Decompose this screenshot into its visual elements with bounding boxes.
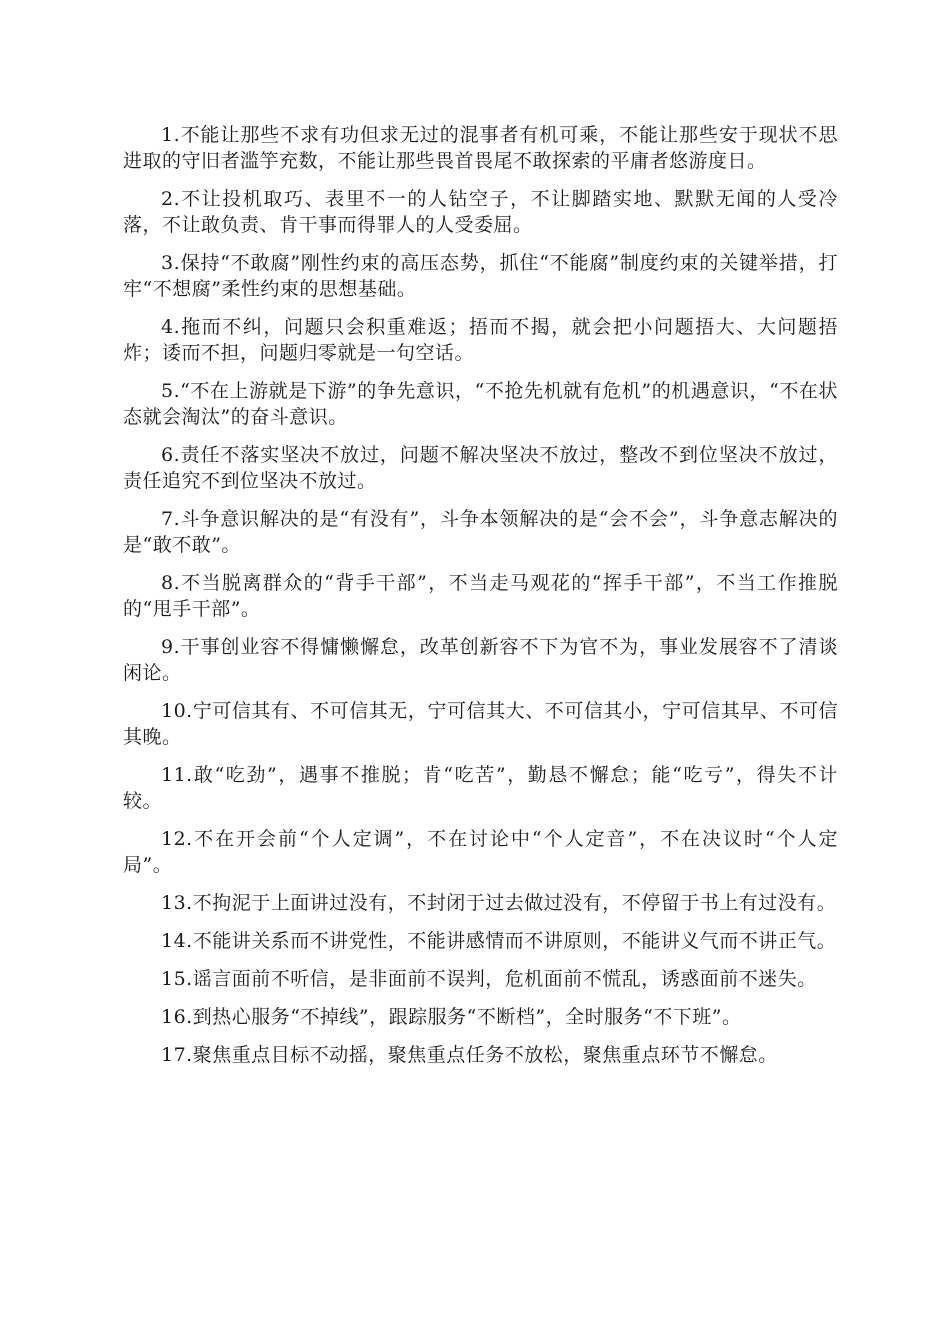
paragraph-5: 5.“不在上游就是下游”的争先意识，“不抢先机就有危机”的机遇意识，“不在状态就会淘汰”的奋斗意识。: [123, 380, 838, 428]
paragraph-6: 6.责任不落实坚决不放过，问题不解决坚决不放过，整改不到位坚决不放过，责任追究不到位坚决不放过。: [123, 444, 838, 492]
paragraph-10: 10.宁可信其有、不可信其无，宁可信其大、不可信其小，宁可信其早、不可信其晚。: [123, 700, 838, 748]
paragraph-2: 2.不让投机取巧、表里不一的人钻空子，不让脚踏实地、默默无闻的人受冷落，不让敢负责、肯干事而得罪人的人受委屈。: [123, 188, 838, 236]
paragraph-16: 16.到热心服务“不掉线”，跟踪服务“不断档”，全时服务“不下班”。: [161, 1006, 742, 1028]
paragraph-13: 13.不拘泥于上面讲过没有，不封闭于过去做过没有，不停留于书上有过没有。: [161, 892, 837, 914]
paragraph-1: 1.不能让那些不求有功但求无过的混事者有机可乘，不能让那些安于现状不思进取的守旧者滥竽充数，不能让那些畏首畏尾不敢探索的平庸者悠游度日。: [123, 124, 838, 172]
paragraph-4: 4.拖而不纠，问题只会积重难返；捂而不揭，就会把小问题捂大、大问题捂炸；诿而不担，问题归零就是一句空话。: [123, 316, 838, 364]
paragraph-3: 3.保持“不敢腐”刚性约束的高压态势，抓住“不能腐”制度约束的关键举措，打牢“不想腐”柔性约束的思想基础。: [123, 252, 838, 300]
paragraph-15: 15.谣言面前不听信，是非面前不误判，危机面前不慌乱，诱惑面前不迷失。: [161, 968, 817, 990]
paragraph-12: 12.不在开会前“个人定调”，不在讨论中“个人定音”，不在决议时“个人定局”。: [123, 828, 838, 876]
paragraph-9: 9.干事创业容不得慵懒懈怠，改革创新容不下为官不为，事业发展容不了清谈闲论。: [123, 636, 838, 684]
paragraph-11: 11.敢“吃劲”，遇事不推脱；肯“吃苦”，勤恳不懈怠；能“吃亏”，得失不计较。: [123, 764, 838, 812]
paragraph-8: 8.不当脱离群众的“背手干部”，不当走马观花的“挥手干部”，不当工作推脱的“甩手干部”。: [123, 572, 838, 620]
paragraph-7: 7.斗争意识解决的是“有没有”，斗争本领解决的是“会不会”，斗争意志解决的是“敢不敢”。: [123, 508, 838, 556]
paragraph-17: 17.聚焦重点目标不动摇，聚焦重点任务不放松，聚焦重点环节不懈怠。: [161, 1044, 778, 1066]
paragraph-14: 14.不能讲关系而不讲党性，不能讲感情而不讲原则，不能讲义气而不讲正气。: [161, 930, 837, 952]
document-body: [123, 122, 838, 1080]
